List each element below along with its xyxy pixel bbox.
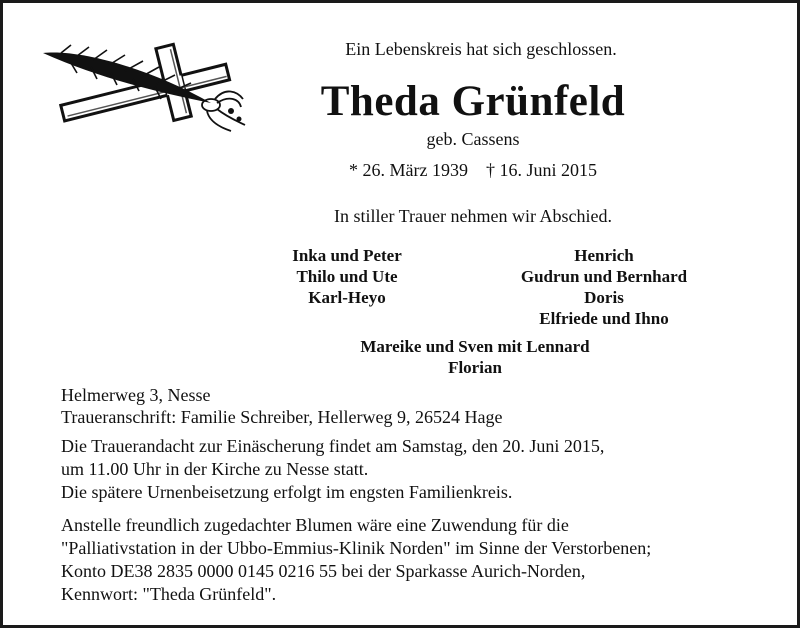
mourner-bottom: Mareike und Sven mit Lennard <box>360 337 590 356</box>
ceremony-line: Die Trauerandacht zur Einäscherung findet am Samstag, den 20. Juni 2015, <box>61 436 605 456</box>
mourner-left: Thilo und Ute <box>296 267 398 286</box>
mourner-bottom: Florian <box>448 358 502 377</box>
birth-date: * 26. März 1939 <box>349 160 468 180</box>
maiden-name: geb. Cassens <box>426 129 520 149</box>
ceremony-line: Die spätere Urnenbeisetzung erfolgt im engsten Familienkreis. <box>61 482 513 502</box>
death-symbol: † <box>485 160 495 180</box>
mourning-address: Traueranschrift: Familie Schreiber, Hellerweg 9, 26524 Hage <box>61 407 503 427</box>
mourner-left: Inka und Peter <box>292 246 402 265</box>
deceased-name: Theda Grünfeld <box>320 78 626 125</box>
ceremony-line: um 11.00 Uhr in der Kirche zu Nesse statt. <box>61 459 369 479</box>
mourner-left: Karl-Heyo <box>308 288 386 307</box>
home-address: Helmerweg 3, Nesse <box>61 385 211 405</box>
donation-line: Anstelle freundlich zugedachter Blumen wäre eine Zuwendung für die <box>61 515 569 535</box>
donation-line: Konto DE38 2835 0000 0145 0216 55 bei der Sparkasse Aurich-Norden, <box>61 561 586 581</box>
intro-line: Ein Lebenskreis hat sich geschlossen. <box>345 39 617 59</box>
donation-line: Kennwort: "Theda Grünfeld". <box>61 584 277 604</box>
mourner-right: Elfriede und Ihno <box>539 309 669 328</box>
farewell-line: In stiller Trauer nehmen wir Abschied. <box>334 206 612 226</box>
death-date: 16. Juni 2015 <box>499 160 597 180</box>
mourner-right: Gudrun und Bernhard <box>520 267 688 286</box>
life-dates <box>253 160 693 181</box>
cross-with-palm-frond-icon <box>41 39 253 135</box>
mourner-right: Henrich <box>574 246 634 265</box>
mourner-right: Doris <box>584 288 624 307</box>
donation-line: "Palliativstation in der Ubbo-Emmius-Klinik Norden" im Sinne der Verstorbenen; <box>61 538 652 558</box>
